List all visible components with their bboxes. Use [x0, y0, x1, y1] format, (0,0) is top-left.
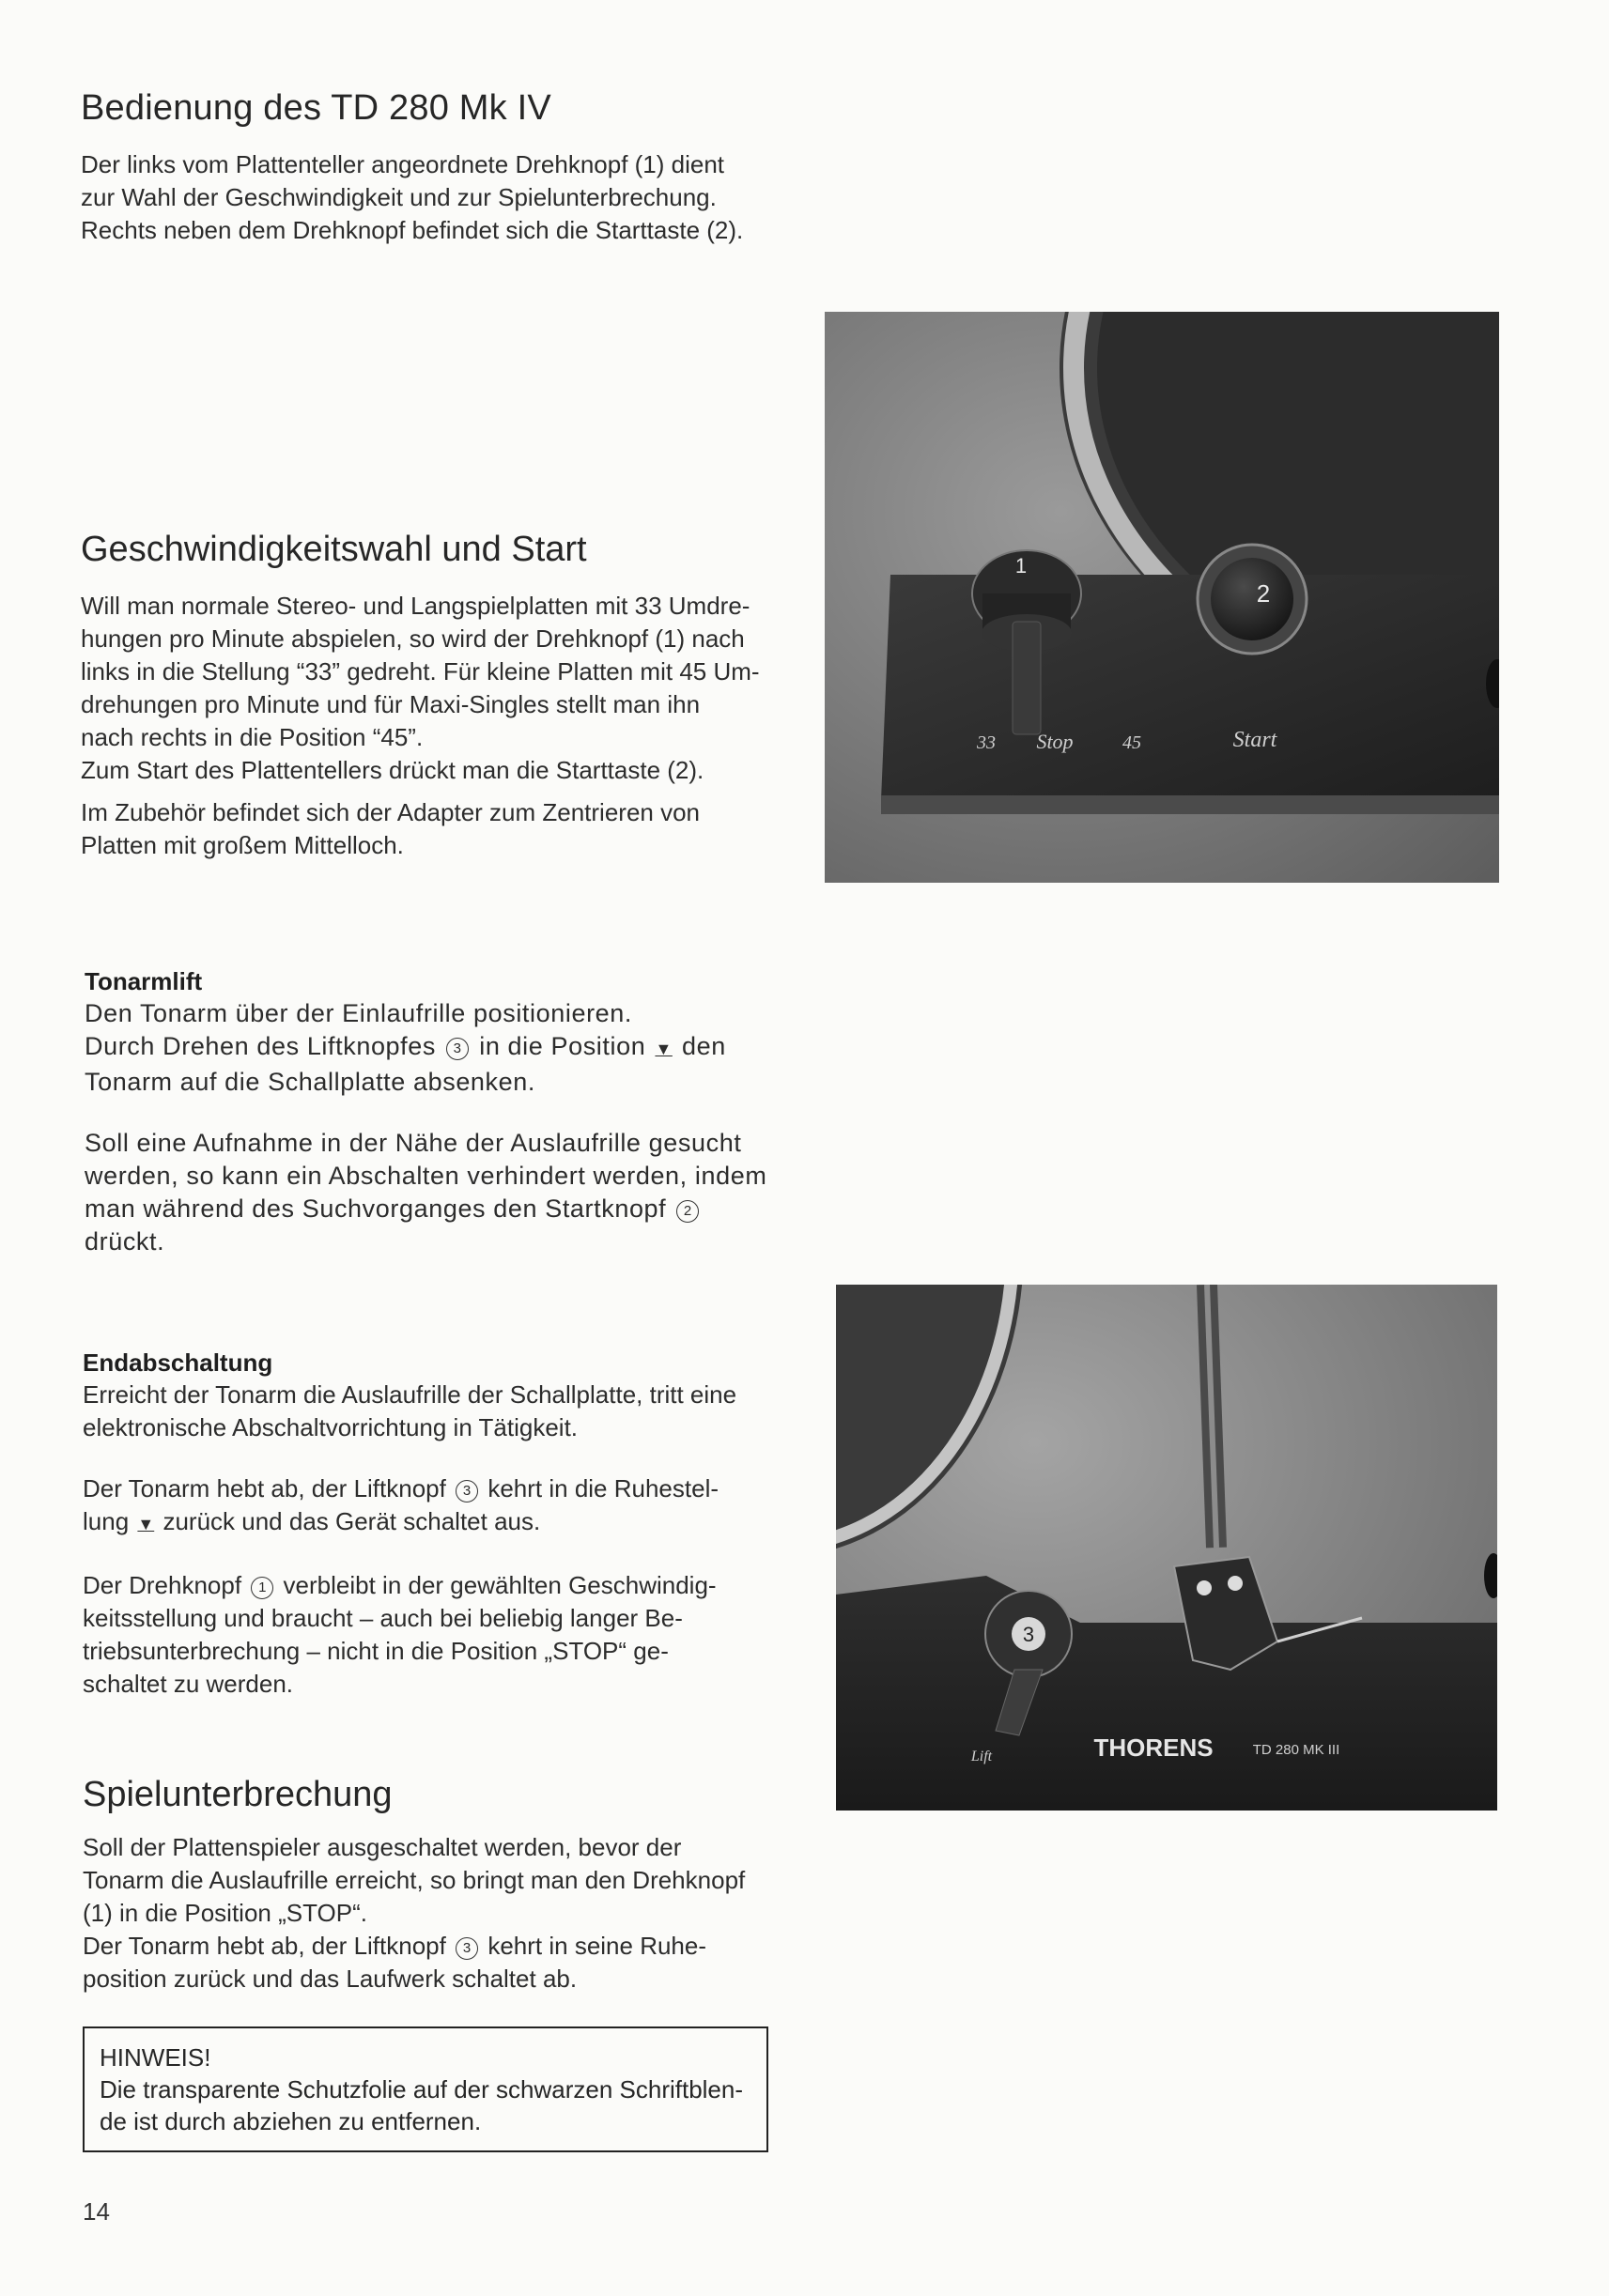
intro-line: Rechts neben dem Drehknopf befindet sich die Starttaste (2).: [81, 216, 744, 244]
text-line: Den Tonarm über der Einlaufrille positionieren.: [85, 999, 633, 1027]
text-span: in die Position: [479, 1032, 646, 1060]
text-line: [83, 1569, 778, 1602]
speed-knob-number-icon: 1: [251, 1577, 273, 1599]
text-line: Zum Start des Plattentellers drückt man die Starttaste (2).: [81, 756, 704, 784]
note-heading: HINWEIS!: [100, 2043, 211, 2072]
note-line: de ist durch abziehen zu entfernen.: [100, 2107, 482, 2135]
start-label: Start: [1232, 728, 1277, 752]
text-line: [85, 1193, 770, 1225]
intro-paragraph: [81, 148, 766, 247]
lift-label: Lift: [970, 1749, 993, 1764]
turntable-controls-photo: [825, 312, 1499, 883]
speed-section-heading: Geschwindigkeitswahl und Start: [81, 530, 587, 569]
stop-label: Stop: [1036, 730, 1074, 753]
lift-knob-number-label: 3: [1022, 1623, 1035, 1646]
text-line: drückt.: [85, 1227, 165, 1256]
text-span: Der Tonarm hebt ab, der Liftknopf: [83, 1932, 446, 1960]
note-line: Die transparente Schutzfolie auf der schwarzen Schriftblen-: [100, 2075, 744, 2103]
lift-knob-number-icon: 3: [446, 1038, 469, 1060]
text-line: elektronische Abschaltvorrichtung in Tätigkeit.: [83, 1413, 579, 1441]
text-line: position zurück und das Laufwerk schaltet ab.: [83, 1965, 578, 1993]
text-span: den: [681, 1032, 726, 1060]
tonarmlift-section: [85, 965, 770, 1258]
text-line: hungen pro Minute abspielen, so wird der Drehknopf (1) nach: [81, 624, 745, 653]
lift-knob-number-icon: 3: [456, 1480, 478, 1502]
endabschaltung-section: [83, 1347, 778, 1701]
tonearm-lift-illustration: [836, 1285, 1497, 1811]
text-line: drehungen pro Minute und für Maxi-Singles stellt man ihn: [81, 690, 701, 718]
endabschaltung-heading: Endabschaltung: [83, 1348, 273, 1377]
text-span: Der Drehknopf: [83, 1571, 242, 1599]
text-line: [83, 1505, 778, 1541]
model-label: TD 280 MK III: [1252, 1742, 1340, 1758]
text-line: Soll eine Aufnahme in der Nähe der Auslaufrille gesucht: [85, 1129, 742, 1157]
tonearm-lift-photo: [836, 1285, 1497, 1811]
knob-number-label: 1: [1014, 554, 1028, 578]
text-line: links in die Stellung “33” gedreht. Für kleine Platten mit 45 Um-: [81, 657, 760, 686]
intro-line: Der links vom Plattenteller angeordnete Drehknopf (1) dient: [81, 150, 725, 178]
text-span: zurück und das Gerät schaltet aus.: [162, 1507, 541, 1535]
brand-logo-text: THORENS: [1093, 1734, 1214, 1762]
text-span: Der Tonarm hebt ab, der Liftknopf: [83, 1474, 446, 1502]
page-title: Bedienung des TD 280 Mk IV: [81, 88, 551, 128]
text-span: verbleibt in der gewählten Geschwindig-: [283, 1571, 717, 1599]
text-line: Soll der Plattenspieler ausgeschaltet werden, bevor der: [83, 1833, 682, 1861]
text-span: lung: [83, 1507, 130, 1535]
tonarmlift-heading: Tonarmlift: [85, 967, 203, 995]
text-line: Will man normale Stereo- und Langspielplatten mit 33 Umdre-: [81, 592, 750, 620]
text-span: kehrt in seine Ruhe-: [487, 1932, 707, 1960]
speed-45-label: 45: [1122, 732, 1141, 753]
text-line: [85, 1030, 770, 1066]
note-box: [83, 2026, 768, 2152]
text-line: schaltet zu werden.: [83, 1670, 294, 1698]
text-line: nach rechts in die Position “45”.: [81, 723, 424, 751]
start-button-number-label: 2: [1256, 579, 1271, 608]
spielunterbrechung-body: [83, 1831, 768, 1996]
page-number: 14: [83, 2197, 110, 2226]
text-span: man während des Suchvorganges den Startknopf: [85, 1194, 667, 1223]
lowered-position-icon: ▼: [655, 1040, 673, 1058]
text-line: keitsstellung und braucht – auch bei beliebig langer Be-: [83, 1604, 683, 1632]
text-line: Tonarm auf die Schallplatte absenken.: [85, 1068, 535, 1096]
text-line: [83, 1930, 768, 1963]
turntable-controls-illustration: [825, 312, 1499, 883]
text-line: werden, so kann ein Abschalten verhindert werden, indem: [85, 1162, 767, 1190]
text-line: Tonarm die Auslaufrille erreicht, so bringt man den Drehknopf: [83, 1866, 746, 1894]
text-line: Platten mit großem Mittelloch.: [81, 831, 404, 859]
text-line: Erreicht der Tonarm die Auslaufrille der Schallplatte, tritt eine: [83, 1380, 737, 1409]
start-knob-number-icon: 2: [676, 1200, 699, 1223]
lift-knob-number-icon: 3: [456, 1937, 478, 1960]
text-span: kehrt in die Ruhestel-: [487, 1474, 719, 1502]
text-line: Im Zubehör befindet sich der Adapter zum Zentrieren von: [81, 798, 701, 826]
intro-line: zur Wahl der Geschwindigkeit und zur Spielunterbrechung.: [81, 183, 717, 211]
rest-position-icon: ▼: [137, 1515, 155, 1533]
text-line: (1) in die Position „STOP“.: [83, 1899, 367, 1927]
speed-section-body: [81, 590, 766, 862]
speed-33-label: 33: [977, 732, 996, 753]
text-span: Durch Drehen des Liftknopfes: [85, 1032, 436, 1060]
text-line: [83, 1472, 778, 1505]
spielunterbrechung-heading: Spielunterbrechung: [83, 1775, 393, 1814]
text-line: triebsunterbrechung – nicht in die Position „STOP“ ge-: [83, 1637, 669, 1665]
